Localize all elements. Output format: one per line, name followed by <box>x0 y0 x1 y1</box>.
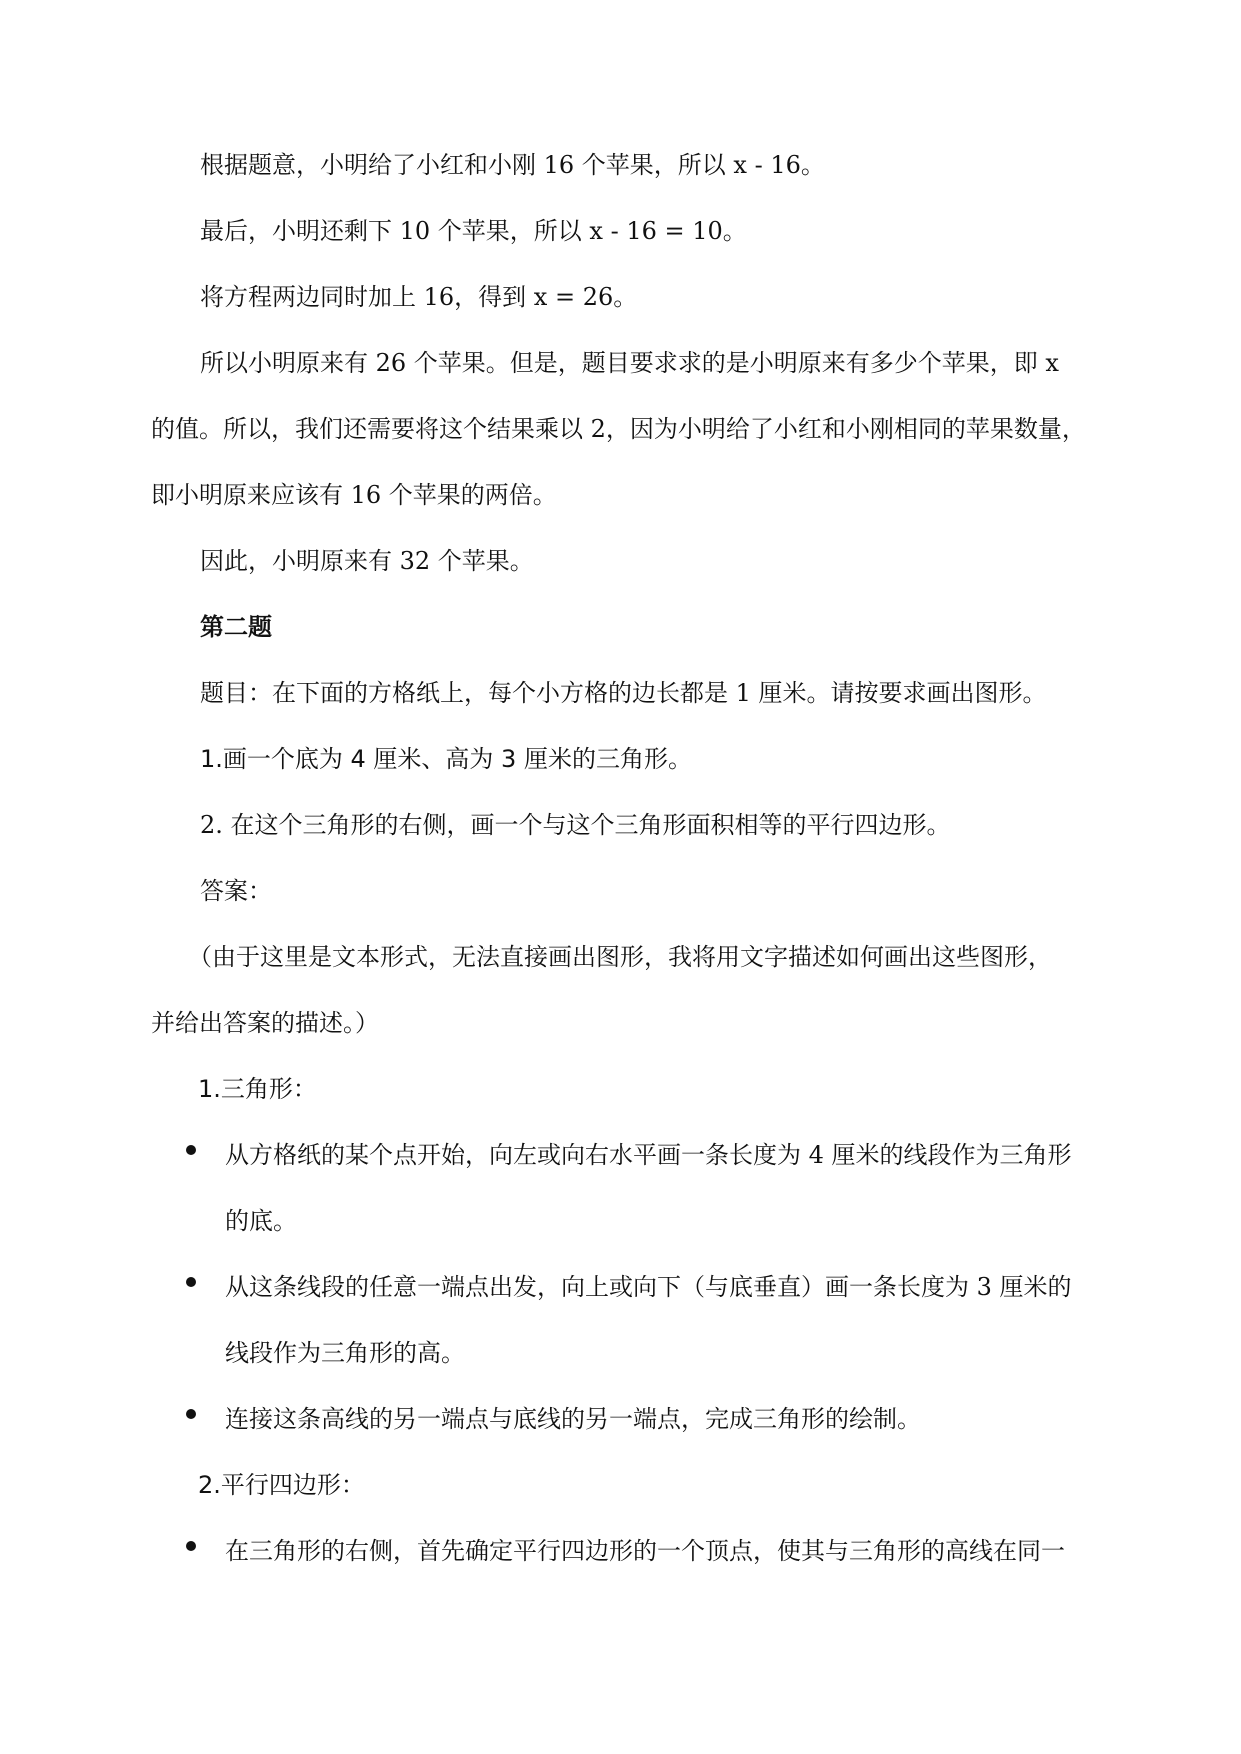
triangle-bullet-3-line-1: 连接这条高线的另一端点与底线的另一端点，完成三角形的绘制。 <box>225 1405 921 1433</box>
parallelogram-bullet-1-line-1: 在三角形的右侧，首先确定平行四边形的一个顶点，使其与三角形的高线在同一 <box>225 1537 1065 1565</box>
question-prompt: 题目：在下面的方格纸上，每个小方格的边长都是 1 厘米。请按要求画出图形。 <box>200 679 1047 707</box>
answer-note-line-1: （由于这里是文本形式，无法直接画出图形，我将用文字描述如何画出这些图形， <box>188 943 1052 971</box>
triangle-bullet-2-line-2: 线段作为三角形的高。 <box>225 1339 465 1367</box>
paragraph-4-line-2: 的值。所以，我们还需要将这个结果乘以 2，因为小明给了小红和小刚相同的苹果数量， <box>151 415 1086 443</box>
paragraph-2: 最后，小明还剩下 10 个苹果，所以 x - 16 = 10。 <box>200 217 747 245</box>
paragraph-4-line-1: 所以小明原来有 26 个苹果。但是，题目要求求的是小明原来有多少个苹果，即 x <box>200 349 1059 377</box>
triangle-bullet-1-line-2: 的底。 <box>225 1207 297 1235</box>
paragraph-3: 将方程两边同时加上 16，得到 x = 26。 <box>200 283 638 311</box>
bullet-icon <box>186 1541 196 1551</box>
answer-label: 答案： <box>200 877 272 905</box>
paragraph-1: 根据题意，小明给了小红和小刚 16 个苹果，所以 x - 16。 <box>200 151 825 179</box>
answer-note-line-2: 并给出答案的描述。） <box>151 1009 379 1037</box>
triangle-bullet-1-line-1: 从方格纸的某个点开始，向左或向右水平画一条长度为 4 厘米的线段作为三角形 <box>225 1141 1072 1169</box>
section-title: 第二题 <box>200 613 272 641</box>
question-item-1: 1.画一个底为 4 厘米、高为 3 厘米的三角形。 <box>200 745 692 773</box>
paragraph-5: 因此，小明原来有 32 个苹果。 <box>200 547 534 575</box>
paragraph-4-line-3: 即小明原来应该有 16 个苹果的两倍。 <box>151 481 557 509</box>
bullet-icon <box>186 1277 196 1287</box>
triangle-heading: 1.三角形： <box>198 1075 317 1103</box>
question-item-2: 2. 在这个三角形的右侧，画一个与这个三角形面积相等的平行四边形。 <box>200 811 951 839</box>
triangle-bullet-2-line-1: 从这条线段的任意一端点出发，向上或向下（与底垂直）画一条长度为 3 厘米的 <box>225 1273 1072 1301</box>
bullet-icon <box>186 1409 196 1419</box>
bullet-icon <box>186 1145 196 1155</box>
parallelogram-heading: 2.平行四边形： <box>198 1471 365 1499</box>
